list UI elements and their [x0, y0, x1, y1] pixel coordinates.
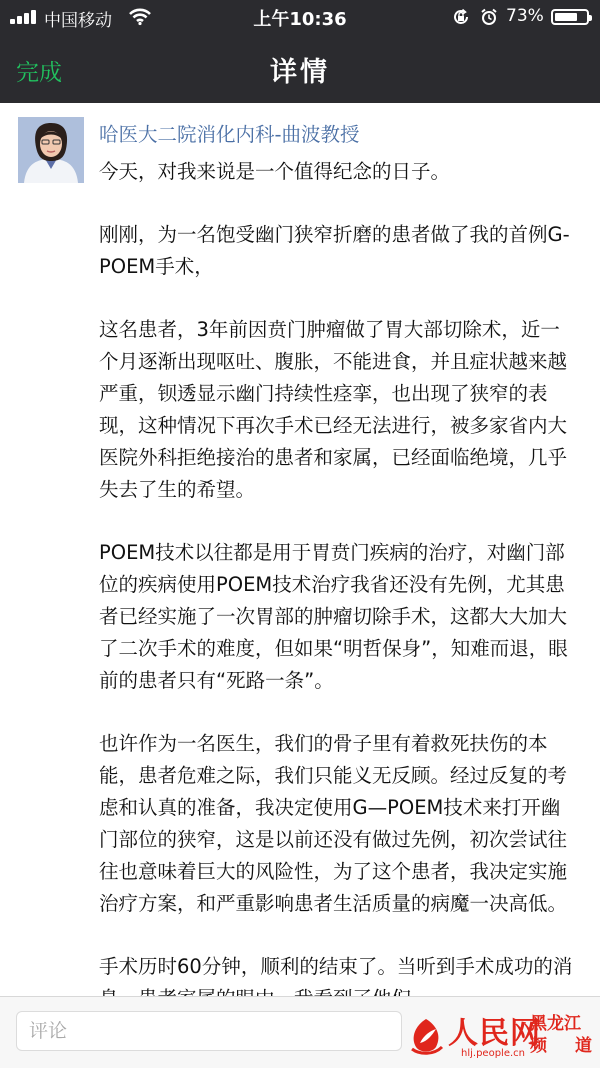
done-button[interactable]: 完成: [16, 60, 62, 86]
watermark-channel: 频道: [530, 1036, 592, 1056]
watermark: [406, 1001, 596, 1065]
rotation-lock-icon: [452, 8, 470, 26]
watermark-brand: 人民网: [448, 1016, 541, 1051]
post-paragraph: 这名患者，3年前因贲门肿瘤做了胃大部切除术，近一个月逐渐出现呕吐、腹胀，不能进食，并且症状越来越严重，钡透显示幽门持续性痉挛，也出现了狭窄的表现，这种情况下再次手术已经无法进行，被多家省内大医院外科拒绝接治的患者和家属，已经面临绝境，几乎失去了生的希望。: [99, 318, 568, 501]
watermark-region: 黑龙江: [530, 1014, 581, 1034]
post-paragraph: 今天，对我来说是一个值得纪念的日子。: [99, 160, 451, 183]
comment-bar: [0, 996, 600, 1068]
post-body: [99, 156, 575, 1046]
comment-input[interactable]: [16, 1011, 402, 1051]
post-paragraph: 也许作为一名医生，我们的骨子里有着救死扶伤的本能，患者危难之际，我们只能义无反顾。经过反复的考虑和认真的准备，我决定使用G—POEM技术来打开幽门部位的狭窄，这是以前还没有做过先例，初次尝试往往也意味着巨大的风险性，为了这个患者，我决定实施治疗方案，和严重影响患者生活质量的病魔一决高低。: [99, 732, 568, 915]
post-paragraph: POEM技术以往都是用于胃贲门疾病的治疗，对幽门部位的疾病使用POEM技术治疗我省还没有先例，尤其患者已经实施了一次胃部的肿瘤切除手术，这都大大加大了二次手术的难度，但如果“明哲保身”，知难而退，眼前的患者只有“死路一条”。: [99, 541, 568, 692]
post-paragraph: 刚刚，为一名饱受幽门狭窄折磨的患者做了我的首例G-POEM手术，: [99, 223, 570, 278]
watermark-url: hlj.people.cn: [461, 1048, 525, 1059]
status-bar: [0, 0, 600, 34]
battery-percent: 73%: [506, 6, 544, 26]
carrier-label: 中国移动: [44, 11, 112, 31]
alarm-icon: [480, 8, 498, 26]
author-photo: [18, 117, 84, 183]
status-time: 上午10:36: [253, 9, 347, 30]
avatar[interactable]: [18, 117, 84, 183]
author-name[interactable]: 哈医大二院消化内科-曲波教授: [99, 123, 360, 146]
battery-icon: [551, 9, 589, 25]
navigation-bar: [0, 0, 600, 103]
people-logo-icon: [406, 1015, 446, 1055]
page-title: 详情: [270, 57, 330, 88]
post-detail: [0, 103, 600, 996]
post-paragraph: 手术历时60分钟，顺利的结束了。当听到手术成功的消: [99, 955, 573, 978]
